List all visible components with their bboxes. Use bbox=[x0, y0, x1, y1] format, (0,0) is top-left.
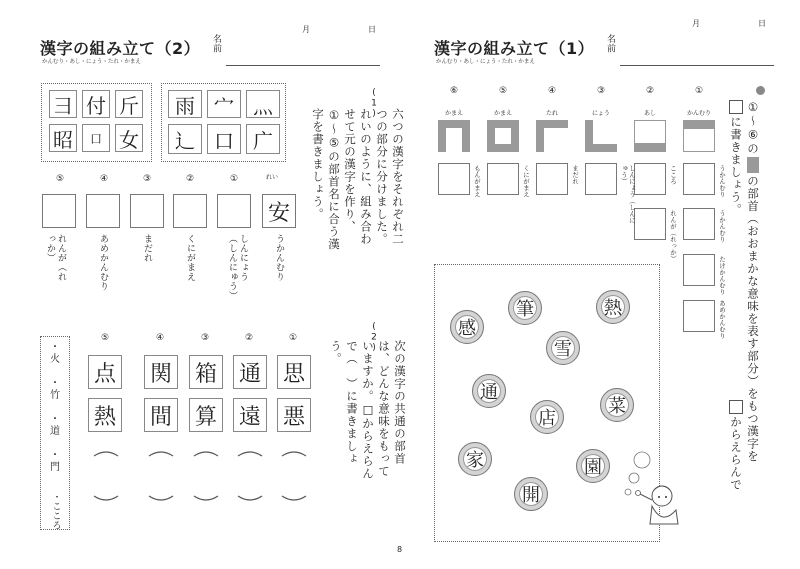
answer-box-1[interactable] bbox=[217, 194, 251, 228]
radical-number: ③ bbox=[596, 86, 606, 96]
example-label: れい bbox=[266, 174, 279, 181]
pool-kanji[interactable]: 開 bbox=[514, 477, 548, 511]
radical-number: ② bbox=[645, 86, 655, 96]
kanji: 箱 bbox=[189, 355, 223, 389]
choice: ・火 bbox=[50, 342, 60, 365]
piece: 宀 bbox=[207, 90, 241, 118]
slot-radical: れんが（れっか） bbox=[45, 234, 66, 282]
piece: 雨 bbox=[168, 90, 202, 118]
answer-paren-4[interactable] bbox=[147, 448, 175, 503]
part1-instruction: 六つの漢字をそれぞれ二つの部分に分けました。れいのように、組み合わせて元の漢字を作り、①〜⑤の部首名に合う漢字を書きましょう。 bbox=[311, 108, 405, 251]
kanmuri-shape-icon bbox=[683, 120, 715, 152]
instruction-column-1 bbox=[743, 100, 763, 540]
instruction-text: の部首（おおまかな意味を表す部分）をもつ漢字を bbox=[746, 175, 760, 463]
answer-box[interactable] bbox=[487, 163, 519, 195]
col-number: ④ bbox=[155, 333, 165, 343]
shade-swatch bbox=[747, 157, 759, 173]
answer-box[interactable] bbox=[683, 300, 715, 332]
piece: 女 bbox=[115, 124, 143, 152]
radical-label: にょう bbox=[592, 110, 610, 117]
answer-box[interactable] bbox=[634, 208, 666, 240]
instruction-text: ①〜⑥の bbox=[746, 100, 760, 155]
piece: 口 bbox=[82, 124, 110, 152]
radical-label: かんむり bbox=[686, 110, 711, 117]
col-number: ⑤ bbox=[100, 333, 110, 343]
answer-box-5[interactable] bbox=[42, 194, 76, 228]
tare-shape-icon bbox=[536, 120, 568, 152]
answer-label: あめかんむり bbox=[718, 300, 726, 339]
answer-label: たけかんむり bbox=[718, 256, 726, 295]
kanji: 遠 bbox=[233, 398, 267, 432]
radical-number: ⑥ bbox=[449, 86, 459, 96]
child-bubbles-illustration bbox=[622, 448, 684, 528]
answer-paren-3[interactable] bbox=[192, 448, 220, 503]
kanji: 思 bbox=[277, 355, 311, 389]
col-number: ② bbox=[244, 333, 254, 343]
bullet-icon bbox=[756, 86, 765, 95]
choice: ・竹 bbox=[50, 378, 60, 401]
nyou-shape-icon bbox=[585, 120, 617, 152]
col-number: ③ bbox=[200, 333, 210, 343]
answer-label: こころ bbox=[669, 165, 677, 185]
piece: 付 bbox=[82, 90, 110, 118]
pool-kanji[interactable]: 熱 bbox=[596, 290, 630, 324]
answer-box-2[interactable] bbox=[173, 194, 207, 228]
choice: ・こころ bbox=[50, 492, 61, 530]
answer-paren-1[interactable] bbox=[280, 448, 308, 503]
kanji: 悪 bbox=[277, 398, 311, 432]
page-number: 8 bbox=[397, 545, 403, 554]
answer-label: うかんむり bbox=[718, 210, 726, 243]
piece: 斤 bbox=[115, 90, 143, 118]
instruction-column-3 bbox=[726, 100, 746, 216]
name-line[interactable] bbox=[620, 65, 774, 66]
kanji: 算 bbox=[189, 398, 223, 432]
pool-kanji[interactable]: 菜 bbox=[600, 388, 634, 422]
example-answer: 安 bbox=[262, 194, 296, 228]
answer-box-4[interactable] bbox=[86, 194, 120, 228]
col-number: ① bbox=[288, 333, 298, 343]
radical-label: あし bbox=[643, 110, 656, 117]
pool-kanji[interactable]: 園 bbox=[576, 449, 610, 483]
kunigamae-shape-icon bbox=[487, 120, 519, 152]
part2-instruction: 次の漢字の共通の部首は、どんな意味をもっていますか。□からえらんで（ ）に書きましょう。 bbox=[329, 340, 407, 480]
piece: 灬 bbox=[246, 90, 280, 118]
answer-paren-2[interactable] bbox=[236, 448, 264, 503]
answer-label: れんが（れっか） bbox=[669, 210, 677, 262]
slot-radical: まだれ bbox=[142, 234, 152, 263]
instruction-text: に書きましょう。 bbox=[729, 116, 743, 216]
answer-box-3[interactable] bbox=[130, 194, 164, 228]
radical-label: かまえ bbox=[444, 110, 463, 117]
month-label: 月 bbox=[302, 25, 310, 34]
choice: ・門 bbox=[50, 450, 60, 473]
answer-box-symbol bbox=[729, 100, 743, 114]
choice-list bbox=[46, 342, 64, 536]
example-radical: うかんむり bbox=[274, 234, 284, 282]
kanji: 点 bbox=[88, 355, 122, 389]
slot-radical: あめかんむり bbox=[98, 234, 108, 291]
answer-label: まだれ bbox=[571, 165, 579, 185]
answer-paren-5[interactable] bbox=[92, 448, 120, 503]
pool-box-symbol bbox=[729, 400, 743, 414]
right-page bbox=[400, 0, 800, 569]
piece: 口 bbox=[207, 124, 241, 154]
piece: 昭 bbox=[49, 124, 77, 152]
radical-label: たれ bbox=[545, 110, 558, 117]
answer-label: うかんむり bbox=[718, 165, 726, 198]
page-title: 漢字の組み立て（1） bbox=[434, 39, 595, 58]
answer-label: もんがまえ bbox=[473, 165, 481, 198]
slot-number: ④ bbox=[99, 174, 109, 184]
kanji: 間 bbox=[144, 398, 178, 432]
part2-number: (2) bbox=[369, 322, 379, 354]
pool-kanji[interactable]: 通 bbox=[472, 374, 506, 408]
radical-number: ① bbox=[694, 86, 704, 96]
day-label: 日 bbox=[758, 19, 766, 28]
answer-label: しんにょう（しんにゅう） bbox=[620, 165, 636, 224]
part1-number: (1) bbox=[369, 88, 379, 120]
answer-box[interactable] bbox=[683, 208, 715, 240]
month-label: 月 bbox=[692, 19, 700, 28]
piece: 彐 bbox=[49, 90, 77, 118]
answer-box[interactable] bbox=[683, 163, 715, 195]
kanji: 通 bbox=[233, 355, 267, 389]
slot-radical: くにがまえ bbox=[185, 234, 195, 282]
slot-number: ② bbox=[185, 174, 195, 184]
ashi-shape-icon bbox=[634, 120, 666, 152]
name-line[interactable] bbox=[226, 65, 380, 66]
answer-box[interactable] bbox=[683, 254, 715, 286]
day-label: 日 bbox=[368, 25, 376, 34]
mongamae-shape-icon bbox=[438, 120, 470, 152]
kanji: 熱 bbox=[88, 398, 122, 432]
slot-number: ③ bbox=[142, 174, 152, 184]
instruction-text: からえらんで bbox=[729, 416, 743, 491]
pool-kanji[interactable]: 家 bbox=[458, 442, 492, 476]
radical-number: ⑤ bbox=[498, 86, 508, 96]
answer-box[interactable] bbox=[536, 163, 568, 195]
pool-kanji[interactable]: 感 bbox=[450, 310, 484, 344]
pool-kanji[interactable]: 店 bbox=[530, 400, 564, 434]
slot-radical: しんにょう（しんにゅう） bbox=[227, 234, 248, 301]
answer-box[interactable] bbox=[585, 163, 617, 195]
name-label: 名前 bbox=[605, 34, 615, 53]
pool-kanji[interactable]: 筆 bbox=[508, 291, 542, 325]
pool-kanji[interactable]: 雪 bbox=[546, 331, 580, 365]
answer-label: くにがまえ bbox=[522, 165, 530, 198]
kanji: 関 bbox=[144, 355, 178, 389]
slot-number: ⑤ bbox=[55, 174, 65, 184]
radical-label: かまえ bbox=[493, 110, 512, 117]
choice: ・道 bbox=[50, 414, 60, 437]
name-label: 名前 bbox=[211, 34, 221, 53]
slot-number: ① bbox=[229, 174, 239, 184]
page-title: 漢字の組み立て（2） bbox=[40, 39, 201, 58]
answer-box[interactable] bbox=[634, 163, 666, 195]
page-subtitle: かんむり・あし・にょう・たれ・かまえ bbox=[436, 59, 535, 65]
answer-box[interactable] bbox=[438, 163, 470, 195]
page-subtitle: かんむり・あし・にょう・たれ・かまえ bbox=[42, 59, 141, 65]
piece: 辶 bbox=[168, 124, 202, 154]
piece: 广 bbox=[246, 124, 280, 154]
radical-number: ④ bbox=[547, 86, 557, 96]
